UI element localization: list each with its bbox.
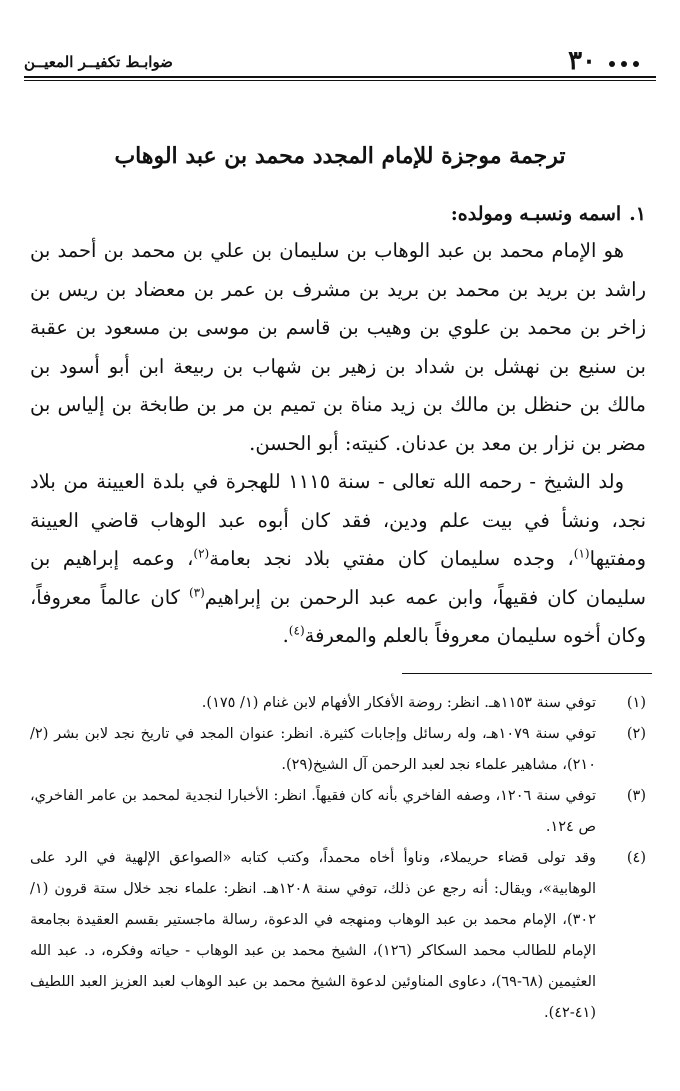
footnote-text: توفي سنة ١١٥٣هـ. انظر: روضة الأفكار الأفهام لابن غنام (١/ ١٧٥). — [201, 695, 596, 711]
footnote-text: وقد تولى قضاء حريملاء، وناوأ أخاه محمداً، وكتب كتابه «الصواعق الإلهية في الرد على الوهابية»، ويقال: أنه رجع عن ذلك، توفي سنة ١٢٠٨هـ. انظر: علماء نجد خلال ستة قرون (١/ ٣٠٢)، الإمام محمد بن عبد الوهاب ومنهجه في الدعوة، رسالة ماجستير بقسم العقيدة بجامعة الإمام للطالب محمد السكاكر (١٢٦)، الشيخ محمد بن عبد الوهاب - حياته وفكره، د. عبد الله العثيمين (٦٨-٦٩)، دعاوى المناوئين لدعوة الشيخ محمد بن عبد الوهاب لعبد العزيز العبد اللطيف (٤١-٤٢). — [30, 850, 596, 1021]
page-number: ٣٠ — [568, 46, 596, 76]
body-text — [30, 232, 646, 656]
header-rule-thin — [24, 80, 656, 81]
page-title: ترجمة موجزة للإمام المجدد محمد بن عبد الوهاب — [114, 143, 566, 169]
footnote-ref-1[interactable]: (١) — [573, 546, 590, 561]
footnote-text: توفي سنة ١٢٠٦، وصفه الفاخري بأنه كان فقيهاً. انظر: الأخبارا لنجدية لمحمد بن عامر الفاخري، ص ١٢٤. — [30, 788, 597, 835]
footnote-ref-4[interactable]: (٤) — [288, 623, 305, 638]
footnotes — [30, 688, 646, 1029]
text-segment: ، وجده سليمان كان مفتي بلاد نجد بعامة — [209, 547, 574, 570]
footnote-ref-3[interactable]: (٣) — [188, 585, 205, 599]
footnote-text: توفي سنة ١٠٧٩هـ، وله رسائل وإجابات كثيرة. انظر: عنوان المجد في تاريخ نجد لابن بشر (٢/ ٢١٠)، مشاهير علماء نجد لعبد الرحمن آل الشيخ(٢٩). — [30, 726, 596, 773]
footnote-ref-2[interactable]: (٢) — [193, 546, 210, 561]
text-segment: ولد الشيخ - رحمه الله تعالى - سنة ١١١٥ للهجرة في بلدة العيينة من بلاد نجد، ونشأ في بيت علم ودين، فقد كان أبوه عبد الوهاب قاضي العيينة ومفتيها — [30, 470, 647, 570]
text-segment: ، وعمه إبراهيم بن سليمان كان فقيهاً، وابن عمه عبد الرحمن بن إبراهيم — [30, 547, 646, 609]
footnote-number: (٣) — [626, 788, 646, 804]
section-number: ١. — [629, 203, 646, 225]
ornament-icon — [604, 54, 646, 74]
text-segment: كان عالماً معروفاً، وكان أخوه سليمان معروفاً بالعلم والمعرفة — [30, 585, 646, 647]
footnote-separator — [402, 673, 652, 674]
section-title: اسمه ونسبـه ومولده: — [450, 203, 622, 225]
footnote-item — [30, 781, 646, 843]
footnote-item — [30, 688, 646, 719]
text-segment: . — [282, 624, 289, 647]
paragraph-birth — [30, 463, 646, 656]
footnote-number: (١) — [626, 695, 646, 711]
footnote-number: (٤) — [626, 850, 646, 866]
header-rule — [24, 76, 656, 78]
footnote-item — [30, 843, 646, 1029]
running-title: ضوابـط تكفيــر المعيــن — [24, 53, 173, 71]
paragraph-lineage: هو الإمام محمد بن عبد الوهاب بن سليمان بن علي بن محمد بن أحمد بن راشد بن بريد بن محمد بن بريد بن مشرف بن عمر بن معضاد بن ريس بن زاخر بن محمد بن علوي بن وهيب بن قاسم بن موسى بن مسعود بن عقبة بن سنيع بن نهشل بن شداد بن زهير بن شهاب بن ربيعة ابن أبو أسود بن مالك بن حنظل بن مالك بن زيد مناة بن تميم بن مر بن طابخة بن إلياس بن مضر بن نزار بن معد بن عدنان. كنيته: أبو الحسن. — [30, 239, 646, 455]
running-header — [24, 40, 656, 82]
section-heading — [40, 200, 646, 228]
footnote-number: (٢) — [626, 726, 646, 742]
footnote-item — [30, 719, 646, 781]
